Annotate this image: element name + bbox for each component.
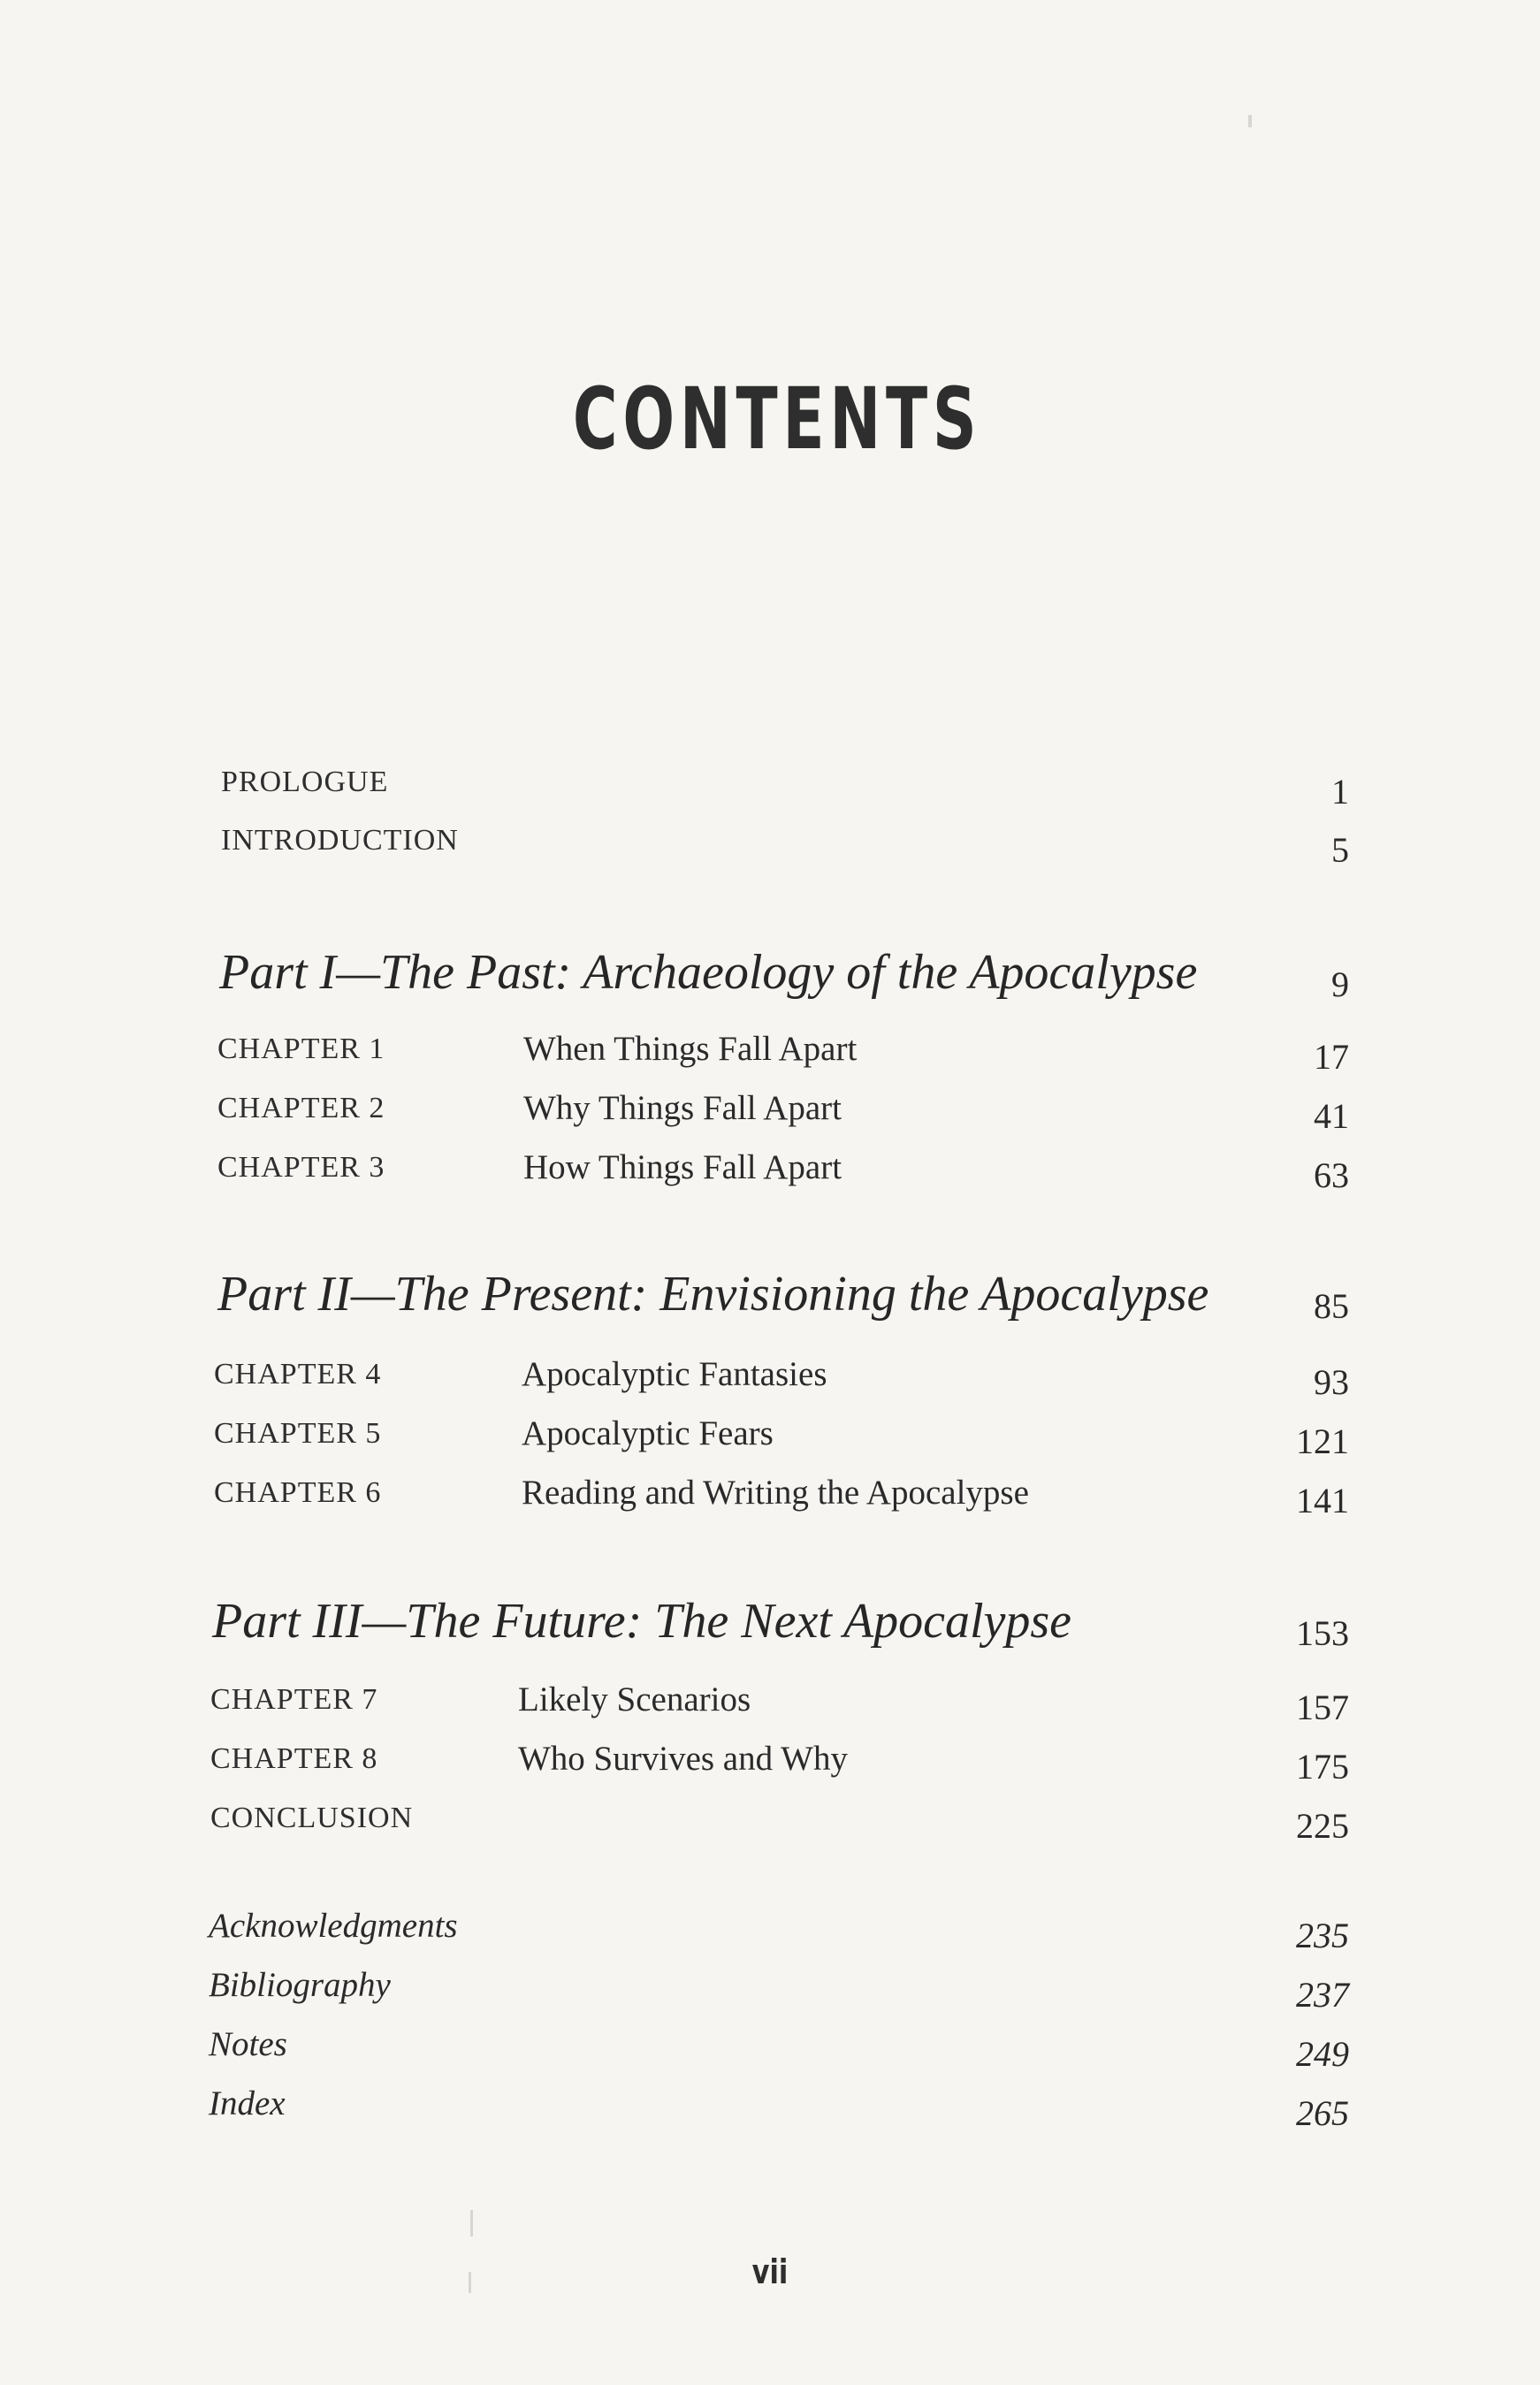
entry-page: 63 xyxy=(1314,1155,1349,1195)
entry-page: 157 xyxy=(1296,1688,1349,1727)
toc-entry-index[interactable] xyxy=(0,2080,1540,2133)
folio-page-number: vii xyxy=(751,2252,789,2291)
toc-entry-notes[interactable] xyxy=(0,2021,1540,2074)
entry-page: 17 xyxy=(1314,1037,1349,1077)
toc-part-3[interactable] xyxy=(0,1593,1540,1655)
entry-label: CHAPTER 7 xyxy=(210,1683,378,1716)
toc-entry-chapter-1[interactable] xyxy=(0,1027,1540,1080)
entry-page: 225 xyxy=(1296,1806,1349,1846)
entry-page: 265 xyxy=(1296,2093,1349,2133)
entry-title: Why Things Fall Apart xyxy=(523,1089,842,1127)
toc-entry-chapter-5[interactable] xyxy=(0,1412,1540,1465)
entry-title: Apocalyptic Fears xyxy=(522,1414,774,1452)
toc-part-2[interactable] xyxy=(0,1266,1540,1328)
toc-part-1[interactable] xyxy=(0,944,1540,1006)
toc-entry-chapter-8[interactable] xyxy=(0,1737,1540,1790)
entry-title: Likely Scenarios xyxy=(518,1680,751,1718)
toc-entry-chapter-3[interactable] xyxy=(0,1146,1540,1199)
entry-page: 1 xyxy=(1331,772,1349,812)
entry-page: 175 xyxy=(1296,1747,1349,1787)
part-page: 9 xyxy=(1331,964,1349,1004)
entry-label: CHAPTER 4 xyxy=(214,1358,382,1391)
entry-label: Notes xyxy=(209,2025,287,2063)
entry-page: 121 xyxy=(1296,1421,1349,1461)
toc-entry-chapter-6[interactable] xyxy=(0,1471,1540,1524)
toc-entry-bibliography[interactable] xyxy=(0,1962,1540,2015)
toc-entry-acknowledgments[interactable] xyxy=(0,1902,1540,1955)
entry-label: CHAPTER 6 xyxy=(214,1476,382,1509)
toc-entry-conclusion[interactable] xyxy=(0,1796,1540,1849)
part-title: Part II—The Present: Envisioning the Apocalypse xyxy=(217,1267,1209,1322)
entry-title: Apocalyptic Fantasies xyxy=(522,1355,827,1393)
entry-title: Reading and Writing the Apocalypse xyxy=(522,1474,1029,1512)
page-title: CONTENTS xyxy=(572,370,982,469)
toc-entry-chapter-2[interactable] xyxy=(0,1086,1540,1139)
scan-mark xyxy=(470,2210,473,2236)
entry-label: CHAPTER 3 xyxy=(217,1151,385,1184)
toc-entry-introduction[interactable] xyxy=(0,820,1540,873)
entry-label: Acknowledgments xyxy=(209,1907,458,1945)
scan-mark xyxy=(1248,115,1252,127)
entry-label: Index xyxy=(209,2084,286,2122)
entry-label: CHAPTER 8 xyxy=(210,1742,378,1775)
entry-page: 5 xyxy=(1331,830,1349,870)
entry-title: How Things Fall Apart xyxy=(523,1148,842,1186)
part-title: Part III—The Future: The Next Apocalypse xyxy=(212,1594,1072,1649)
entry-label: CHAPTER 2 xyxy=(217,1092,385,1124)
entry-label: CHAPTER 5 xyxy=(214,1417,382,1450)
entry-label: Bibliography xyxy=(209,1966,391,2004)
entry-label: PROLOGUE xyxy=(221,766,389,798)
entry-page: 41 xyxy=(1314,1096,1349,1136)
part-page: 153 xyxy=(1296,1613,1349,1653)
entry-label: CONCLUSION xyxy=(210,1802,414,1834)
entry-title: When Things Fall Apart xyxy=(523,1030,858,1068)
toc-entry-prologue[interactable] xyxy=(0,762,1540,815)
entry-page: 237 xyxy=(1296,1975,1349,2015)
entry-page: 249 xyxy=(1296,2034,1349,2074)
toc-entry-chapter-4[interactable] xyxy=(0,1353,1540,1406)
entry-page: 141 xyxy=(1296,1481,1349,1520)
part-title: Part I—The Past: Archaeology of the Apocalypse xyxy=(219,945,1198,1000)
part-page: 85 xyxy=(1314,1286,1349,1326)
entry-label: INTRODUCTION xyxy=(221,824,459,857)
entry-page: 235 xyxy=(1296,1916,1349,1955)
entry-label: CHAPTER 1 xyxy=(217,1032,385,1065)
entry-page: 93 xyxy=(1314,1362,1349,1402)
entry-title: Who Survives and Why xyxy=(518,1740,848,1778)
toc-entry-chapter-7[interactable] xyxy=(0,1678,1540,1731)
